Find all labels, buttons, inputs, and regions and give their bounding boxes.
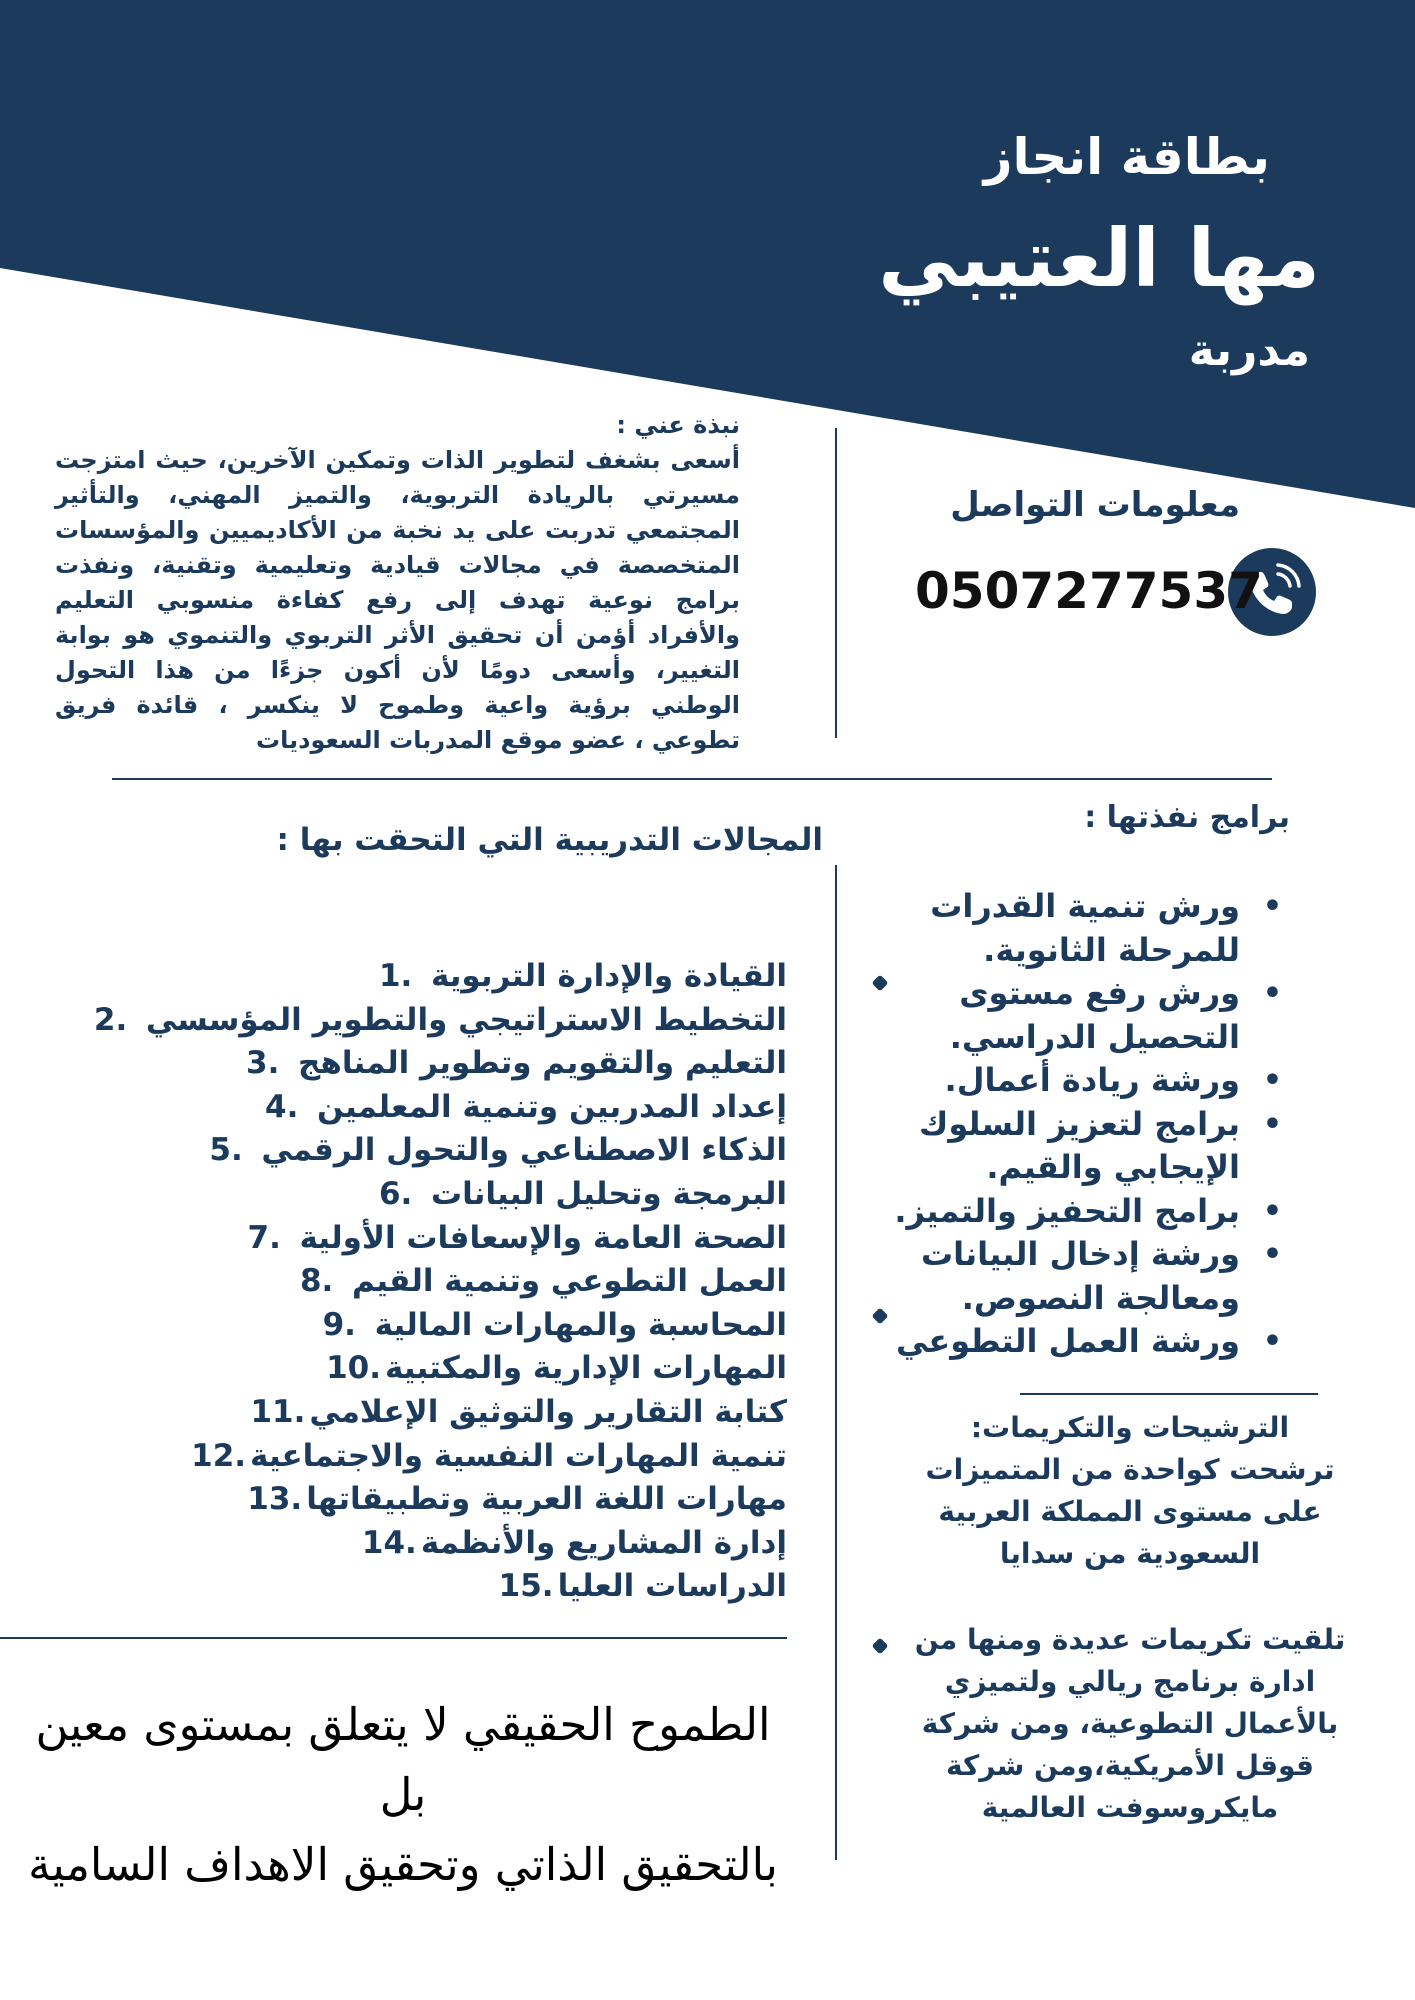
programs-heading: برامج نفذتها : — [1084, 800, 1290, 835]
field-text: العمل التطوعي وتنمية القيم — [351, 1263, 787, 1300]
field-text: الدراسات العليا — [557, 1568, 787, 1605]
field-text: الذكاء الاصطناعي والتحول الرقمي — [261, 1132, 787, 1169]
field-item — [67, 1391, 787, 1435]
field-text: المهارات الإدارية والمكتبية — [384, 1350, 787, 1387]
field-number: 13. — [247, 1481, 303, 1518]
about-section — [55, 408, 740, 758]
divider-horizontal-main — [112, 778, 1272, 780]
field-item — [67, 1522, 787, 1566]
contact-heading: معلومات التواصل — [950, 485, 1240, 525]
field-number: 6. — [378, 1175, 413, 1212]
field-item — [67, 1042, 787, 1086]
program-item: • ورشة ريادة أعمال. — [840, 1059, 1240, 1103]
field-number: 7. — [247, 1219, 281, 1256]
program-item: • ورشة إدخال البيانات ومعالجة النصوص. — [840, 1233, 1240, 1320]
fields-heading: المجالات التدريبية التي التحقت بها : — [276, 822, 823, 858]
field-number: 1. — [378, 958, 413, 994]
awards-section — [895, 1407, 1365, 1575]
field-text: إعداد المدربين وتنمية المعلمين — [317, 1088, 787, 1125]
person-role: مدربة — [1188, 325, 1310, 376]
program-item: • ورش تنمية القدرات للمرحلة الثانوية. — [840, 885, 1240, 972]
about-heading: نبذة عني : — [616, 411, 740, 439]
divider-vertical-bottom — [835, 865, 837, 1860]
quote — [18, 1690, 788, 1900]
divider-vertical-top — [835, 428, 837, 738]
divider-horizontal-awards — [1020, 1393, 1318, 1395]
card-title: بطاقة انجاز — [983, 128, 1270, 186]
field-number: 4. — [265, 1088, 299, 1125]
field-item — [67, 1565, 787, 1609]
field-number: 11. — [250, 1393, 306, 1430]
field-item — [67, 1173, 787, 1217]
field-number: 3. — [246, 1045, 280, 1082]
program-item: • برامج لتعزيز السلوك الإيجابي والقيم. — [840, 1103, 1240, 1190]
field-item — [67, 1304, 787, 1348]
field-number: 8. — [299, 1263, 334, 1300]
field-text: إدارة المشاريع والأنظمة — [420, 1524, 787, 1561]
field-text: القيادة والإدارة التربوية — [430, 958, 787, 994]
field-number: 15. — [498, 1568, 554, 1605]
program-item: • ورشة العمل التطوعي — [840, 1320, 1240, 1364]
field-item — [67, 1435, 787, 1479]
field-item — [67, 1086, 787, 1130]
field-item — [67, 955, 787, 999]
awards-nomination: ترشحت كواحدة من المتميزات على مستوى المملكة العربية السعودية من سدايا — [925, 1453, 1335, 1570]
field-item — [67, 1347, 787, 1391]
programs-list — [840, 885, 1240, 1364]
quote-line-2: بالتحقيق الذاتي وتحقيق الاهداف السامية — [28, 1838, 778, 1891]
program-item: • ورش رفع مستوى التحصيل الدراسي. — [840, 972, 1240, 1059]
field-text: البرمجة وتحليل البيانات — [430, 1175, 787, 1212]
field-text: كتابة التقارير والتوثيق الإعلامي — [309, 1393, 787, 1430]
field-item — [67, 999, 787, 1043]
field-text: مهارات اللغة العربية وتطبيقاتها — [306, 1481, 787, 1518]
awards-heading: الترشيحات والتكريمات: — [970, 1411, 1290, 1444]
field-number: 5. — [209, 1132, 243, 1169]
bullet-hex-icon — [872, 1638, 889, 1655]
field-text: الصحة العامة والإسعافات الأولية — [299, 1219, 787, 1256]
field-text: التخطيط الاستراتيجي والتطوير المؤسسي — [145, 1001, 787, 1038]
field-item — [67, 1260, 787, 1304]
divider-horizontal-quote — [0, 1637, 787, 1639]
field-number: 12. — [191, 1437, 247, 1474]
program-item: • برامج التحفيز والتميز. — [840, 1190, 1240, 1234]
field-number: 2. — [93, 1001, 128, 1038]
quote-line-1: الطموح الحقيقي لا يتعلق بمستوى معين بل — [35, 1698, 771, 1821]
field-text: التعليم والتقويم وتطوير المناهج — [298, 1045, 787, 1082]
field-text: تنمية المهارات النفسية والاجتماعية — [250, 1437, 787, 1474]
field-item — [67, 1217, 787, 1261]
person-name: مها العتيبي — [878, 212, 1320, 305]
fields-list — [67, 955, 787, 1609]
field-number: 10. — [326, 1350, 381, 1387]
field-number: 9. — [322, 1306, 356, 1343]
field-number: 14. — [361, 1524, 417, 1561]
about-text: أسعى بشغف لتطوير الذات وتمكين الآخرين، حيث امتزجت مسيرتي بالريادة التربوية، والتميز المهني، والتأثير المجتمعي تدربت على يد نخبة من الأكاديميين والمؤسسات المتخصصة في مجالات قيادية وتعليمية وتقنية، ونفذت برامج نوعية تهدف إلى رفع كفاءة منسوبي التعليم والأفراد أؤمن أن تحقيق الأثر التربوي والتنموي هو بوابة التغيير، وأسعى دومًا لأن أكون جزءًا من هذا التحول الوطني برؤية واعية وطموح لا ينكسر ، قائدة فريق تطوعي ، عضو موقع المدربات السعوديات — [55, 446, 740, 754]
phone-number: 0507277537 — [915, 562, 1263, 620]
field-item — [67, 1478, 787, 1522]
field-text: المحاسبة والمهارات المالية — [374, 1306, 787, 1343]
field-item — [67, 1129, 787, 1173]
awards-honors: تلقيت تكريمات عديدة ومنها من ادارة برنامج ريالي ولتميزي بالأعمال التطوعية، ومن شركة قوقل الأمريكية،ومن شركة مايكروسوفت العالمية — [914, 1623, 1346, 1824]
